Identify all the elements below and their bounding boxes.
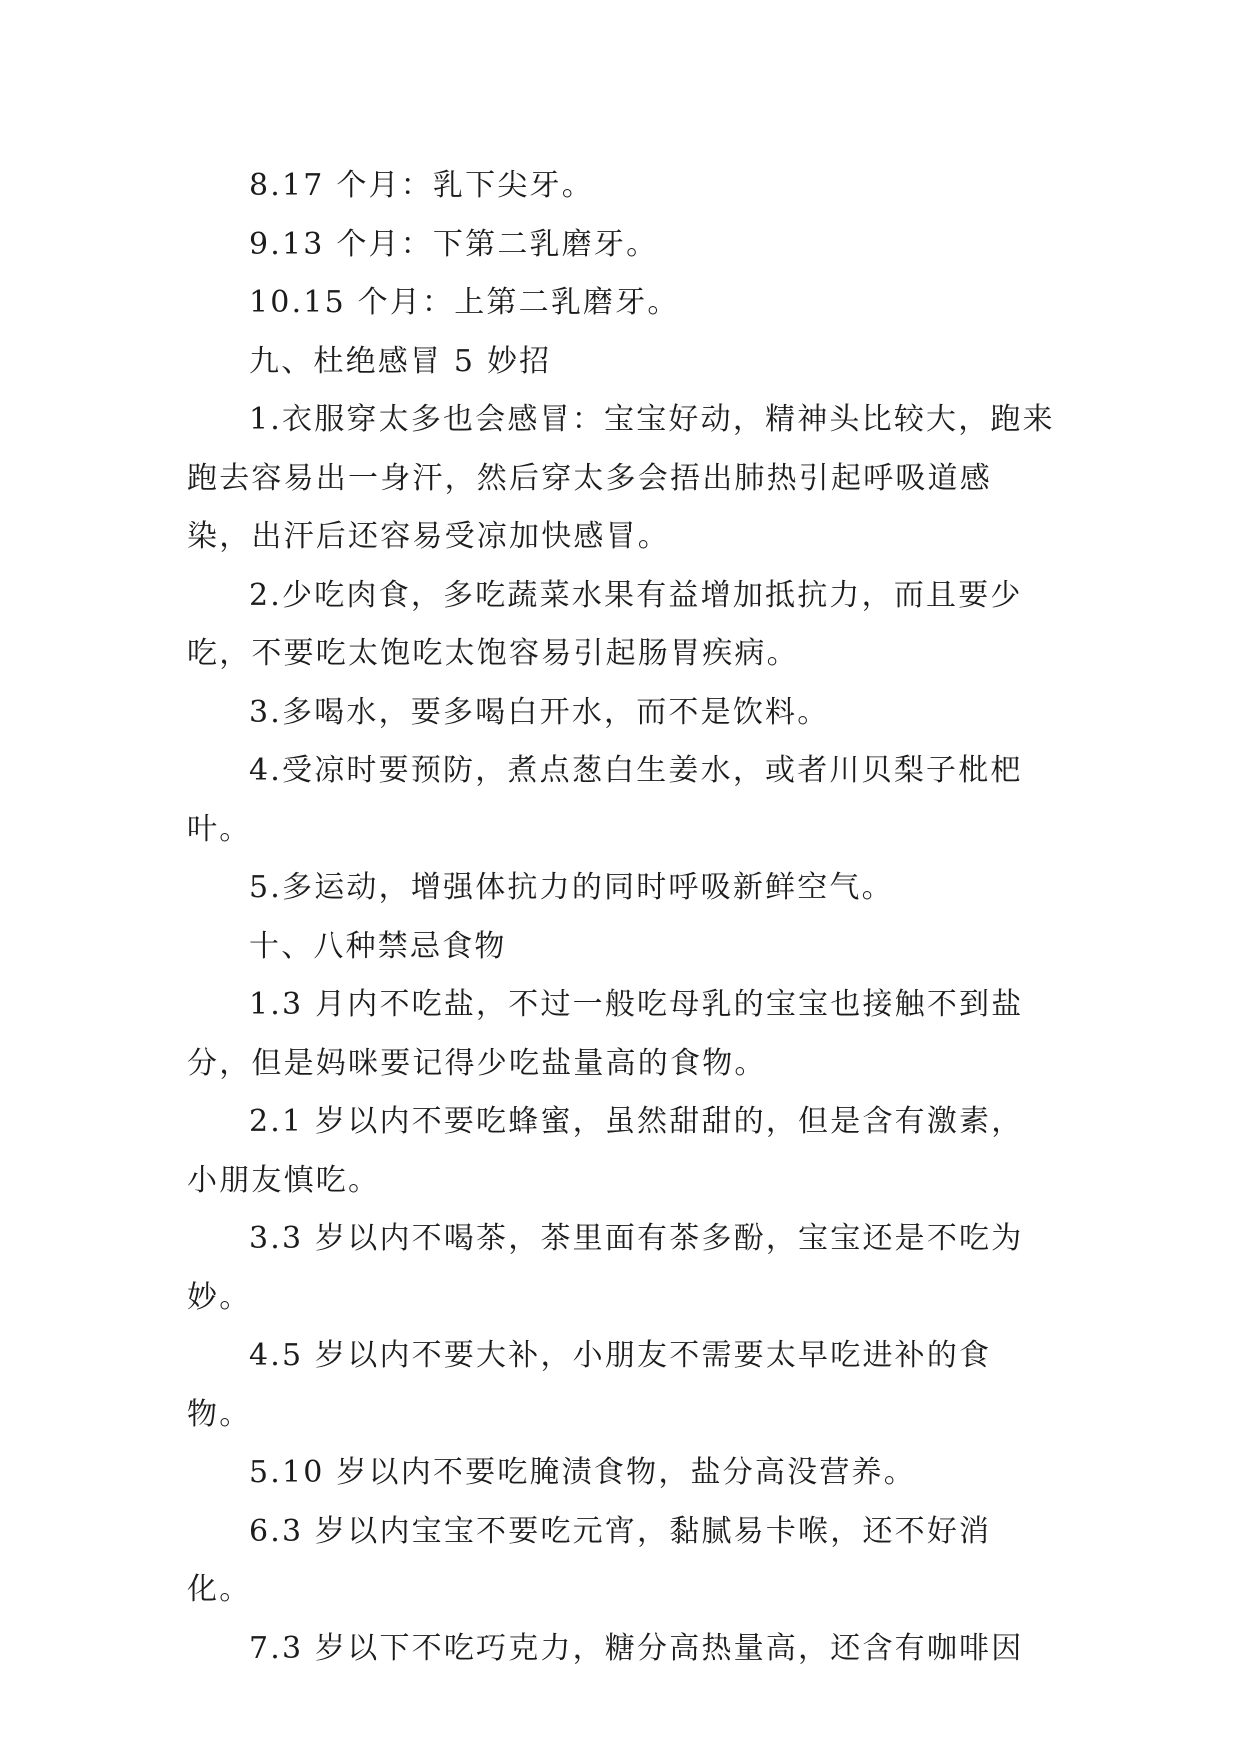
paragraph-food-rule-1: 1.3 月内不吃盐，不过一般吃母乳的宝宝也接触不到盐分，但是妈咪要记得少吃盐量高的食物。 <box>187 987 1024 1081</box>
section-heading-cold-prevention: 九、杜绝感冒 5 妙招 <box>249 343 552 379</box>
paragraph-food-rule-5: 5.10 岁以内不要吃腌渍食物，盐分高没营养。 <box>249 1455 916 1490</box>
paragraph-food-rule-7: 7.3 岁以下不吃巧克力，糖分高热量高，还含有咖啡因 <box>249 1630 1024 1666</box>
paragraph-food-rule-4: 4.5 岁以内不要大补，小朋友不需要太早吃进补的食物。 <box>187 1338 992 1432</box>
paragraph-teeth-13-months: 9.13 个月：下第二乳磨牙。 <box>249 226 659 262</box>
paragraph-food-rule-6: 6.3 岁以内宝宝不要吃元宵，黏腻易卡喉，还不好消化。 <box>187 1513 992 1607</box>
paragraph-cold-tip-4: 4.受凉时要预防，煮点葱白生姜水，或者川贝梨子枇杷叶。 <box>187 753 1023 847</box>
paragraph-teeth-15-months: 10.15 个月：上第二乳磨牙。 <box>249 285 680 320</box>
document-body <box>187 157 1055 1678</box>
paragraph-cold-tip-5: 5.多运动，增强体抗力的同时呼吸新鲜空气。 <box>249 870 894 905</box>
paragraph-cold-tip-1: 1.衣服穿太多也会感冒：宝宝好动，精神头比较大，跑来跑去容易出一身汗，然后穿太多会捂出肺热引起呼吸道感染，出汗后还容易受凉加快感冒。 <box>187 402 1055 554</box>
paragraph-cold-tip-3: 3.多喝水，要多喝白开水，而不是饮料。 <box>249 694 830 730</box>
paragraph-teeth-17-months: 8.17 个月：乳下尖牙。 <box>249 168 594 203</box>
paragraph-food-rule-3: 3.3 岁以内不喝茶，茶里面有茶多酚，宝宝还是不吃为妙。 <box>187 1221 1024 1315</box>
paragraph-cold-tip-2: 2.少吃肉食，多吃蔬菜水果有益增加抵抗力，而且要少吃，不要吃太饱吃太饱容易引起肠胃疾病。 <box>187 577 1023 671</box>
section-heading-forbidden-foods: 十、八种禁忌食物 <box>249 928 507 964</box>
paragraph-food-rule-2: 2.1 岁以内不要吃蜂蜜，虽然甜甜的，但是含有激素，小朋友慎吃。 <box>187 1104 1024 1198</box>
